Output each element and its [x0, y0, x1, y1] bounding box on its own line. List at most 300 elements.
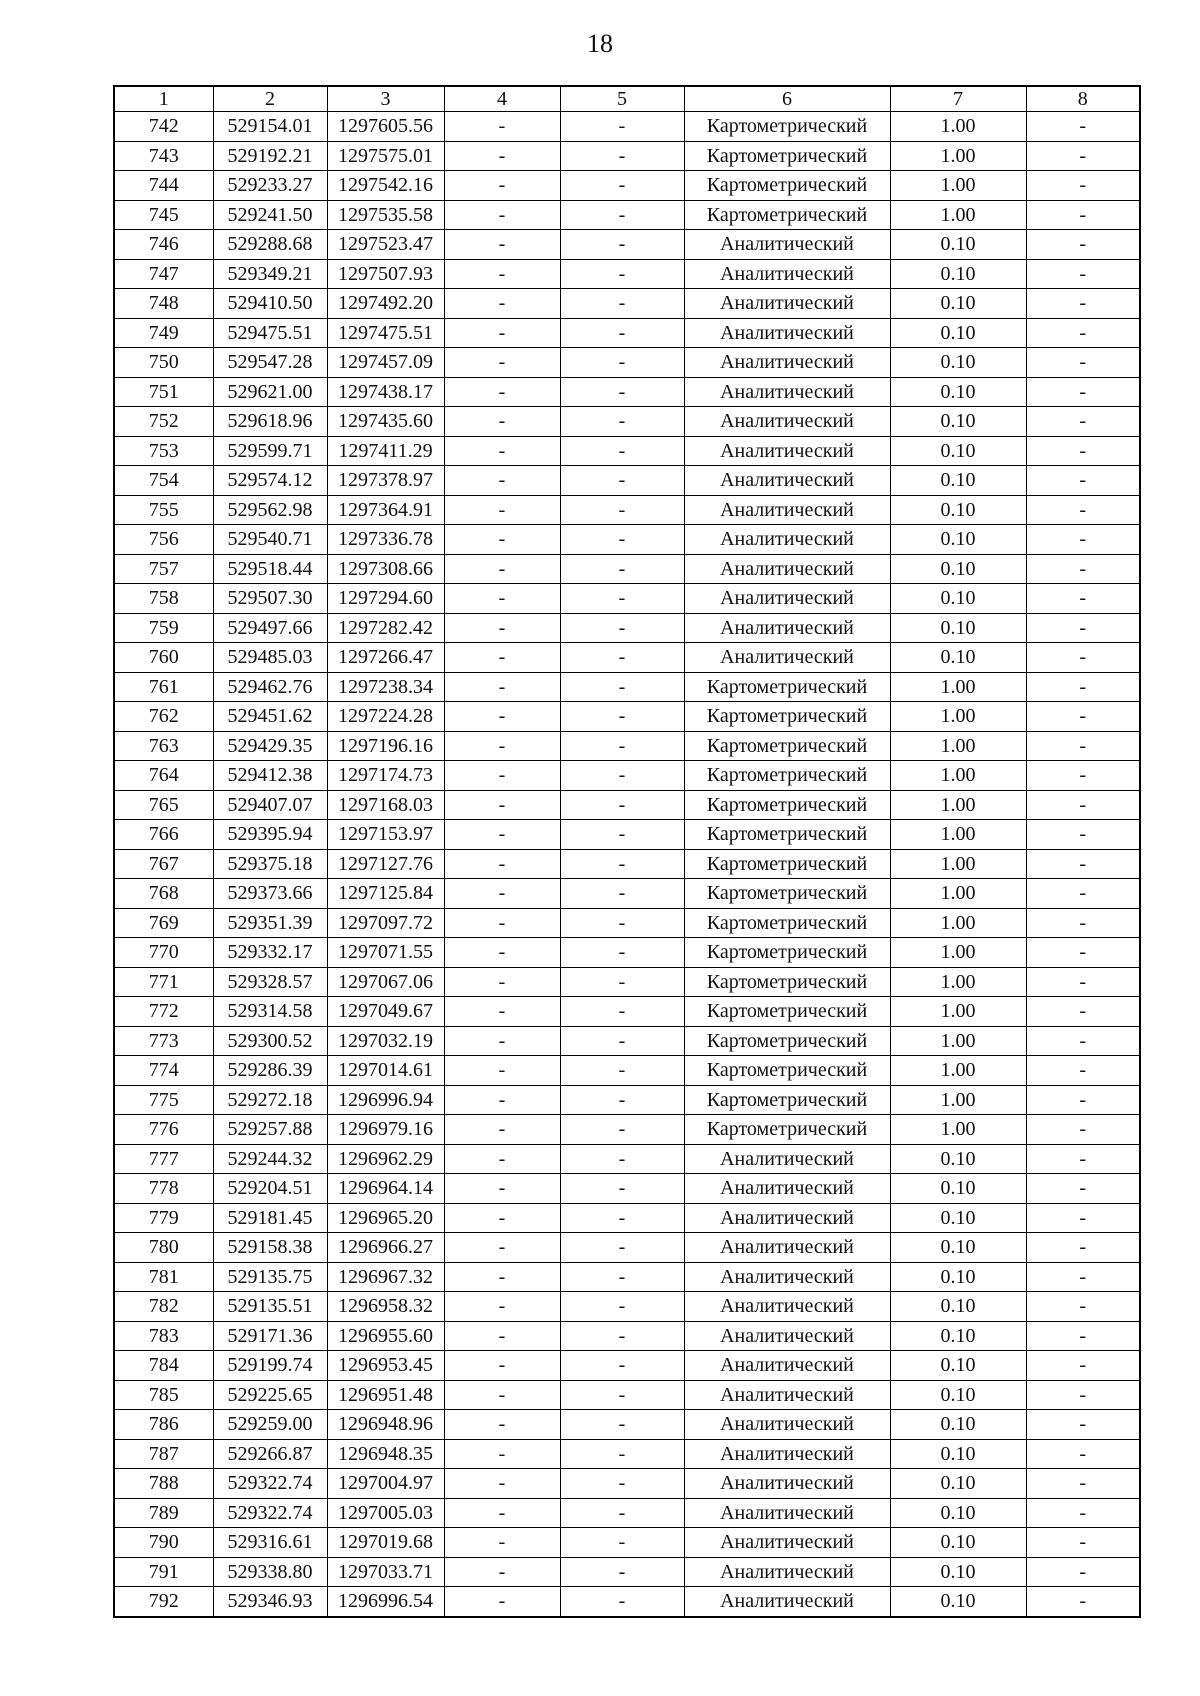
col8-cell: - — [1026, 407, 1140, 437]
table-row — [114, 1587, 1140, 1617]
col8-cell: - — [1026, 672, 1140, 702]
col8-cell: - — [1026, 613, 1140, 643]
y-coordinate-cell: 1297411.29 — [327, 436, 444, 466]
col5-cell: - — [560, 289, 684, 319]
method-cell: Картометрический — [684, 820, 890, 850]
table-row — [114, 613, 1140, 643]
accuracy-cell: 1.00 — [890, 938, 1026, 968]
col5-cell: - — [560, 318, 684, 348]
col5-cell: - — [560, 1557, 684, 1587]
point-number-cell: 787 — [114, 1439, 213, 1469]
accuracy-cell: 0.10 — [890, 318, 1026, 348]
point-number-cell: 785 — [114, 1380, 213, 1410]
col4-cell: - — [444, 1233, 560, 1263]
col5-cell: - — [560, 849, 684, 879]
col8-cell: - — [1026, 112, 1140, 142]
x-coordinate-cell: 529314.58 — [213, 997, 327, 1027]
method-cell: Картометрический — [684, 171, 890, 201]
col8-cell: - — [1026, 1085, 1140, 1115]
col5-cell: - — [560, 259, 684, 289]
table-row — [114, 1262, 1140, 1292]
y-coordinate-cell: 1297575.01 — [327, 141, 444, 171]
method-cell: Аналитический — [684, 289, 890, 319]
x-coordinate-cell: 529225.65 — [213, 1380, 327, 1410]
column-header: 5 — [560, 86, 684, 112]
table-row — [114, 584, 1140, 614]
x-coordinate-cell: 529407.07 — [213, 790, 327, 820]
col4-cell: - — [444, 967, 560, 997]
col4-cell: - — [444, 1380, 560, 1410]
accuracy-cell: 0.10 — [890, 1233, 1026, 1263]
accuracy-cell: 0.10 — [890, 584, 1026, 614]
method-cell: Аналитический — [684, 1439, 890, 1469]
col4-cell: - — [444, 1174, 560, 1204]
col4-cell: - — [444, 407, 560, 437]
method-cell: Картометрический — [684, 1085, 890, 1115]
col8-cell: - — [1026, 702, 1140, 732]
col5-cell: - — [560, 613, 684, 643]
accuracy-cell: 1.00 — [890, 1085, 1026, 1115]
table-row — [114, 318, 1140, 348]
accuracy-cell: 1.00 — [890, 702, 1026, 732]
point-number-cell: 771 — [114, 967, 213, 997]
col4-cell: - — [444, 1144, 560, 1174]
table-row — [114, 1144, 1140, 1174]
col4-cell: - — [444, 702, 560, 732]
col8-cell: - — [1026, 1439, 1140, 1469]
col4-cell: - — [444, 554, 560, 584]
x-coordinate-cell: 529395.94 — [213, 820, 327, 850]
x-coordinate-cell: 529322.74 — [213, 1469, 327, 1499]
x-coordinate-cell: 529375.18 — [213, 849, 327, 879]
point-number-cell: 743 — [114, 141, 213, 171]
point-number-cell: 751 — [114, 377, 213, 407]
accuracy-cell: 0.10 — [890, 1557, 1026, 1587]
x-coordinate-cell: 529316.61 — [213, 1528, 327, 1558]
accuracy-cell: 1.00 — [890, 849, 1026, 879]
method-cell: Картометрический — [684, 731, 890, 761]
method-cell: Аналитический — [684, 1557, 890, 1587]
accuracy-cell: 1.00 — [890, 997, 1026, 1027]
table-row — [114, 495, 1140, 525]
point-number-cell: 779 — [114, 1203, 213, 1233]
method-cell: Картометрический — [684, 702, 890, 732]
point-number-cell: 784 — [114, 1351, 213, 1381]
col5-cell: - — [560, 731, 684, 761]
x-coordinate-cell: 529244.32 — [213, 1144, 327, 1174]
col4-cell: - — [444, 731, 560, 761]
point-number-cell: 746 — [114, 230, 213, 260]
col4-cell: - — [444, 318, 560, 348]
x-coordinate-cell: 529574.12 — [213, 466, 327, 496]
accuracy-cell: 0.10 — [890, 1587, 1026, 1617]
point-number-cell: 790 — [114, 1528, 213, 1558]
accuracy-cell: 1.00 — [890, 141, 1026, 171]
col5-cell: - — [560, 908, 684, 938]
x-coordinate-cell: 529485.03 — [213, 643, 327, 673]
col5-cell: - — [560, 436, 684, 466]
col4-cell: - — [444, 171, 560, 201]
method-cell: Картометрический — [684, 967, 890, 997]
method-cell: Аналитический — [684, 230, 890, 260]
col5-cell: - — [560, 672, 684, 702]
method-cell: Картометрический — [684, 849, 890, 879]
point-number-cell: 752 — [114, 407, 213, 437]
x-coordinate-cell: 529475.51 — [213, 318, 327, 348]
col4-cell: - — [444, 1321, 560, 1351]
column-header: 7 — [890, 86, 1026, 112]
point-number-cell: 777 — [114, 1144, 213, 1174]
method-cell: Картометрический — [684, 938, 890, 968]
method-cell: Картометрический — [684, 790, 890, 820]
col8-cell: - — [1026, 1026, 1140, 1056]
col8-cell: - — [1026, 1528, 1140, 1558]
col5-cell: - — [560, 171, 684, 201]
point-number-cell: 756 — [114, 525, 213, 555]
col4-cell: - — [444, 348, 560, 378]
col5-cell: - — [560, 1056, 684, 1086]
method-cell: Картометрический — [684, 1056, 890, 1086]
x-coordinate-cell: 529300.52 — [213, 1026, 327, 1056]
point-number-cell: 780 — [114, 1233, 213, 1263]
y-coordinate-cell: 1296967.32 — [327, 1262, 444, 1292]
x-coordinate-cell: 529328.57 — [213, 967, 327, 997]
table-row — [114, 967, 1140, 997]
col5-cell: - — [560, 1026, 684, 1056]
y-coordinate-cell: 1297542.16 — [327, 171, 444, 201]
accuracy-cell: 0.10 — [890, 466, 1026, 496]
table-row — [114, 554, 1140, 584]
col5-cell: - — [560, 200, 684, 230]
method-cell: Аналитический — [684, 1351, 890, 1381]
y-coordinate-cell: 1297238.34 — [327, 672, 444, 702]
col4-cell: - — [444, 849, 560, 879]
point-number-cell: 788 — [114, 1469, 213, 1499]
y-coordinate-cell: 1296965.20 — [327, 1203, 444, 1233]
y-coordinate-cell: 1297125.84 — [327, 879, 444, 909]
point-number-cell: 749 — [114, 318, 213, 348]
page-number: 18 — [587, 29, 613, 58]
y-coordinate-cell: 1296996.54 — [327, 1587, 444, 1617]
col8-cell: - — [1026, 1557, 1140, 1587]
table-row — [114, 171, 1140, 201]
col5-cell: - — [560, 348, 684, 378]
y-coordinate-cell: 1297067.06 — [327, 967, 444, 997]
col8-cell: - — [1026, 141, 1140, 171]
y-coordinate-cell: 1297014.61 — [327, 1056, 444, 1086]
method-cell: Аналитический — [684, 1321, 890, 1351]
col5-cell: - — [560, 879, 684, 909]
column-header: 4 — [444, 86, 560, 112]
col8-cell: - — [1026, 849, 1140, 879]
y-coordinate-cell: 1296951.48 — [327, 1380, 444, 1410]
method-cell: Аналитический — [684, 377, 890, 407]
point-number-cell: 786 — [114, 1410, 213, 1440]
col5-cell: - — [560, 141, 684, 171]
col4-cell: - — [444, 1587, 560, 1617]
point-number-cell: 768 — [114, 879, 213, 909]
col8-cell: - — [1026, 1115, 1140, 1145]
col5-cell: - — [560, 1085, 684, 1115]
col5-cell: - — [560, 1321, 684, 1351]
point-number-cell: 750 — [114, 348, 213, 378]
y-coordinate-cell: 1297435.60 — [327, 407, 444, 437]
table-row — [114, 377, 1140, 407]
col4-cell: - — [444, 761, 560, 791]
x-coordinate-cell: 529204.51 — [213, 1174, 327, 1204]
y-coordinate-cell: 1297174.73 — [327, 761, 444, 791]
x-coordinate-cell: 529135.75 — [213, 1262, 327, 1292]
method-cell: Картометрический — [684, 761, 890, 791]
col8-cell: - — [1026, 820, 1140, 850]
col8-cell: - — [1026, 967, 1140, 997]
col5-cell: - — [560, 1528, 684, 1558]
col4-cell: - — [444, 112, 560, 142]
y-coordinate-cell: 1296964.14 — [327, 1174, 444, 1204]
col8-cell: - — [1026, 318, 1140, 348]
col4-cell: - — [444, 200, 560, 230]
accuracy-cell: 1.00 — [890, 1115, 1026, 1145]
coordinates-table — [113, 85, 1141, 1618]
point-number-cell: 764 — [114, 761, 213, 791]
accuracy-cell: 0.10 — [890, 1144, 1026, 1174]
method-cell: Аналитический — [684, 525, 890, 555]
accuracy-cell: 0.10 — [890, 259, 1026, 289]
y-coordinate-cell: 1297535.58 — [327, 200, 444, 230]
method-cell: Аналитический — [684, 436, 890, 466]
table-row — [114, 731, 1140, 761]
table-row — [114, 1174, 1140, 1204]
col8-cell: - — [1026, 1587, 1140, 1617]
table-row — [114, 1498, 1140, 1528]
col5-cell: - — [560, 1498, 684, 1528]
col5-cell: - — [560, 377, 684, 407]
accuracy-cell: 0.10 — [890, 436, 1026, 466]
accuracy-cell: 1.00 — [890, 112, 1026, 142]
table-row — [114, 849, 1140, 879]
table-row — [114, 672, 1140, 702]
method-cell: Картометрический — [684, 141, 890, 171]
method-cell: Аналитический — [684, 1262, 890, 1292]
method-cell: Картометрический — [684, 200, 890, 230]
col5-cell: - — [560, 584, 684, 614]
accuracy-cell: 0.10 — [890, 1203, 1026, 1233]
x-coordinate-cell: 529192.21 — [213, 141, 327, 171]
method-cell: Аналитический — [684, 1233, 890, 1263]
col5-cell: - — [560, 1351, 684, 1381]
y-coordinate-cell: 1297457.09 — [327, 348, 444, 378]
col5-cell: - — [560, 820, 684, 850]
table-row — [114, 1085, 1140, 1115]
col5-cell: - — [560, 554, 684, 584]
y-coordinate-cell: 1297224.28 — [327, 702, 444, 732]
table-body — [114, 112, 1140, 1617]
y-coordinate-cell: 1297071.55 — [327, 938, 444, 968]
accuracy-cell: 1.00 — [890, 908, 1026, 938]
table-row — [114, 141, 1140, 171]
y-coordinate-cell: 1296979.16 — [327, 1115, 444, 1145]
col5-cell: - — [560, 702, 684, 732]
table-row — [114, 466, 1140, 496]
method-cell: Аналитический — [684, 259, 890, 289]
col4-cell: - — [444, 584, 560, 614]
col8-cell: - — [1026, 495, 1140, 525]
method-cell: Аналитический — [684, 318, 890, 348]
accuracy-cell: 0.10 — [890, 348, 1026, 378]
y-coordinate-cell: 1297364.91 — [327, 495, 444, 525]
y-coordinate-cell: 1297475.51 — [327, 318, 444, 348]
accuracy-cell: 0.10 — [890, 230, 1026, 260]
accuracy-cell: 0.10 — [890, 289, 1026, 319]
y-coordinate-cell: 1297378.97 — [327, 466, 444, 496]
method-cell: Аналитический — [684, 643, 890, 673]
point-number-cell: 769 — [114, 908, 213, 938]
method-cell: Аналитический — [684, 584, 890, 614]
col8-cell: - — [1026, 200, 1140, 230]
method-cell: Аналитический — [684, 348, 890, 378]
accuracy-cell: 0.10 — [890, 1351, 1026, 1381]
col5-cell: - — [560, 643, 684, 673]
x-coordinate-cell: 529338.80 — [213, 1557, 327, 1587]
table-row — [114, 1528, 1140, 1558]
table-row — [114, 1469, 1140, 1499]
col8-cell: - — [1026, 1144, 1140, 1174]
x-coordinate-cell: 529562.98 — [213, 495, 327, 525]
x-coordinate-cell: 529288.68 — [213, 230, 327, 260]
col4-cell: - — [444, 820, 560, 850]
point-number-cell: 760 — [114, 643, 213, 673]
table-row — [114, 200, 1140, 230]
y-coordinate-cell: 1297294.60 — [327, 584, 444, 614]
method-cell: Аналитический — [684, 1498, 890, 1528]
point-number-cell: 776 — [114, 1115, 213, 1145]
point-number-cell: 748 — [114, 289, 213, 319]
y-coordinate-cell: 1297523.47 — [327, 230, 444, 260]
accuracy-cell: 1.00 — [890, 820, 1026, 850]
col4-cell: - — [444, 1351, 560, 1381]
col4-cell: - — [444, 1115, 560, 1145]
y-coordinate-cell: 1297032.19 — [327, 1026, 444, 1056]
accuracy-cell: 1.00 — [890, 790, 1026, 820]
col8-cell: - — [1026, 1056, 1140, 1086]
col5-cell: - — [560, 1292, 684, 1322]
x-coordinate-cell: 529171.36 — [213, 1321, 327, 1351]
col5-cell: - — [560, 1380, 684, 1410]
x-coordinate-cell: 529412.38 — [213, 761, 327, 791]
accuracy-cell: 1.00 — [890, 967, 1026, 997]
point-number-cell: 778 — [114, 1174, 213, 1204]
method-cell: Картометрический — [684, 112, 890, 142]
col4-cell: - — [444, 790, 560, 820]
x-coordinate-cell: 529451.62 — [213, 702, 327, 732]
x-coordinate-cell: 529349.21 — [213, 259, 327, 289]
point-number-cell: 744 — [114, 171, 213, 201]
col5-cell: - — [560, 407, 684, 437]
header-row — [114, 86, 1140, 112]
col5-cell: - — [560, 1410, 684, 1440]
col5-cell: - — [560, 1469, 684, 1499]
y-coordinate-cell: 1297033.71 — [327, 1557, 444, 1587]
x-coordinate-cell: 529272.18 — [213, 1085, 327, 1115]
point-number-cell: 782 — [114, 1292, 213, 1322]
accuracy-cell: 0.10 — [890, 407, 1026, 437]
method-cell: Аналитический — [684, 1410, 890, 1440]
x-coordinate-cell: 529621.00 — [213, 377, 327, 407]
y-coordinate-cell: 1296948.35 — [327, 1439, 444, 1469]
col8-cell: - — [1026, 1410, 1140, 1440]
col8-cell: - — [1026, 1233, 1140, 1263]
point-number-cell: 745 — [114, 200, 213, 230]
col5-cell: - — [560, 1174, 684, 1204]
col5-cell: - — [560, 112, 684, 142]
table-row — [114, 1203, 1140, 1233]
table-row — [114, 1056, 1140, 1086]
x-coordinate-cell: 529286.39 — [213, 1056, 327, 1086]
y-coordinate-cell: 1296955.60 — [327, 1321, 444, 1351]
accuracy-cell: 1.00 — [890, 879, 1026, 909]
accuracy-cell: 1.00 — [890, 761, 1026, 791]
accuracy-cell: 1.00 — [890, 1026, 1026, 1056]
col4-cell: - — [444, 289, 560, 319]
point-number-cell: 758 — [114, 584, 213, 614]
table-row — [114, 1233, 1140, 1263]
method-cell: Аналитический — [684, 613, 890, 643]
col5-cell: - — [560, 1439, 684, 1469]
col4-cell: - — [444, 879, 560, 909]
x-coordinate-cell: 529233.27 — [213, 171, 327, 201]
y-coordinate-cell: 1297438.17 — [327, 377, 444, 407]
col8-cell: - — [1026, 1380, 1140, 1410]
col4-cell: - — [444, 1262, 560, 1292]
method-cell: Аналитический — [684, 1528, 890, 1558]
accuracy-cell: 0.10 — [890, 1410, 1026, 1440]
accuracy-cell: 0.10 — [890, 1528, 1026, 1558]
col4-cell: - — [444, 1410, 560, 1440]
y-coordinate-cell: 1297153.97 — [327, 820, 444, 850]
accuracy-cell: 0.10 — [890, 554, 1026, 584]
accuracy-cell: 0.10 — [890, 1498, 1026, 1528]
col5-cell: - — [560, 1233, 684, 1263]
col5-cell: - — [560, 1262, 684, 1292]
point-number-cell: 753 — [114, 436, 213, 466]
method-cell: Картометрический — [684, 879, 890, 909]
table-row — [114, 259, 1140, 289]
y-coordinate-cell: 1297196.16 — [327, 731, 444, 761]
table-row — [114, 289, 1140, 319]
col8-cell: - — [1026, 1469, 1140, 1499]
point-number-cell: 747 — [114, 259, 213, 289]
y-coordinate-cell: 1297019.68 — [327, 1528, 444, 1558]
point-number-cell: 773 — [114, 1026, 213, 1056]
col8-cell: - — [1026, 525, 1140, 555]
y-coordinate-cell: 1297097.72 — [327, 908, 444, 938]
col4-cell: - — [444, 1085, 560, 1115]
x-coordinate-cell: 529429.35 — [213, 731, 327, 761]
col8-cell: - — [1026, 1292, 1140, 1322]
point-number-cell: 767 — [114, 849, 213, 879]
table-row — [114, 790, 1140, 820]
col5-cell: - — [560, 230, 684, 260]
point-number-cell: 792 — [114, 1587, 213, 1617]
col8-cell: - — [1026, 1203, 1140, 1233]
y-coordinate-cell: 1297266.47 — [327, 643, 444, 673]
col8-cell: - — [1026, 643, 1140, 673]
accuracy-cell: 1.00 — [890, 171, 1026, 201]
point-number-cell: 755 — [114, 495, 213, 525]
table-row — [114, 702, 1140, 732]
point-number-cell: 754 — [114, 466, 213, 496]
point-number-cell: 774 — [114, 1056, 213, 1086]
